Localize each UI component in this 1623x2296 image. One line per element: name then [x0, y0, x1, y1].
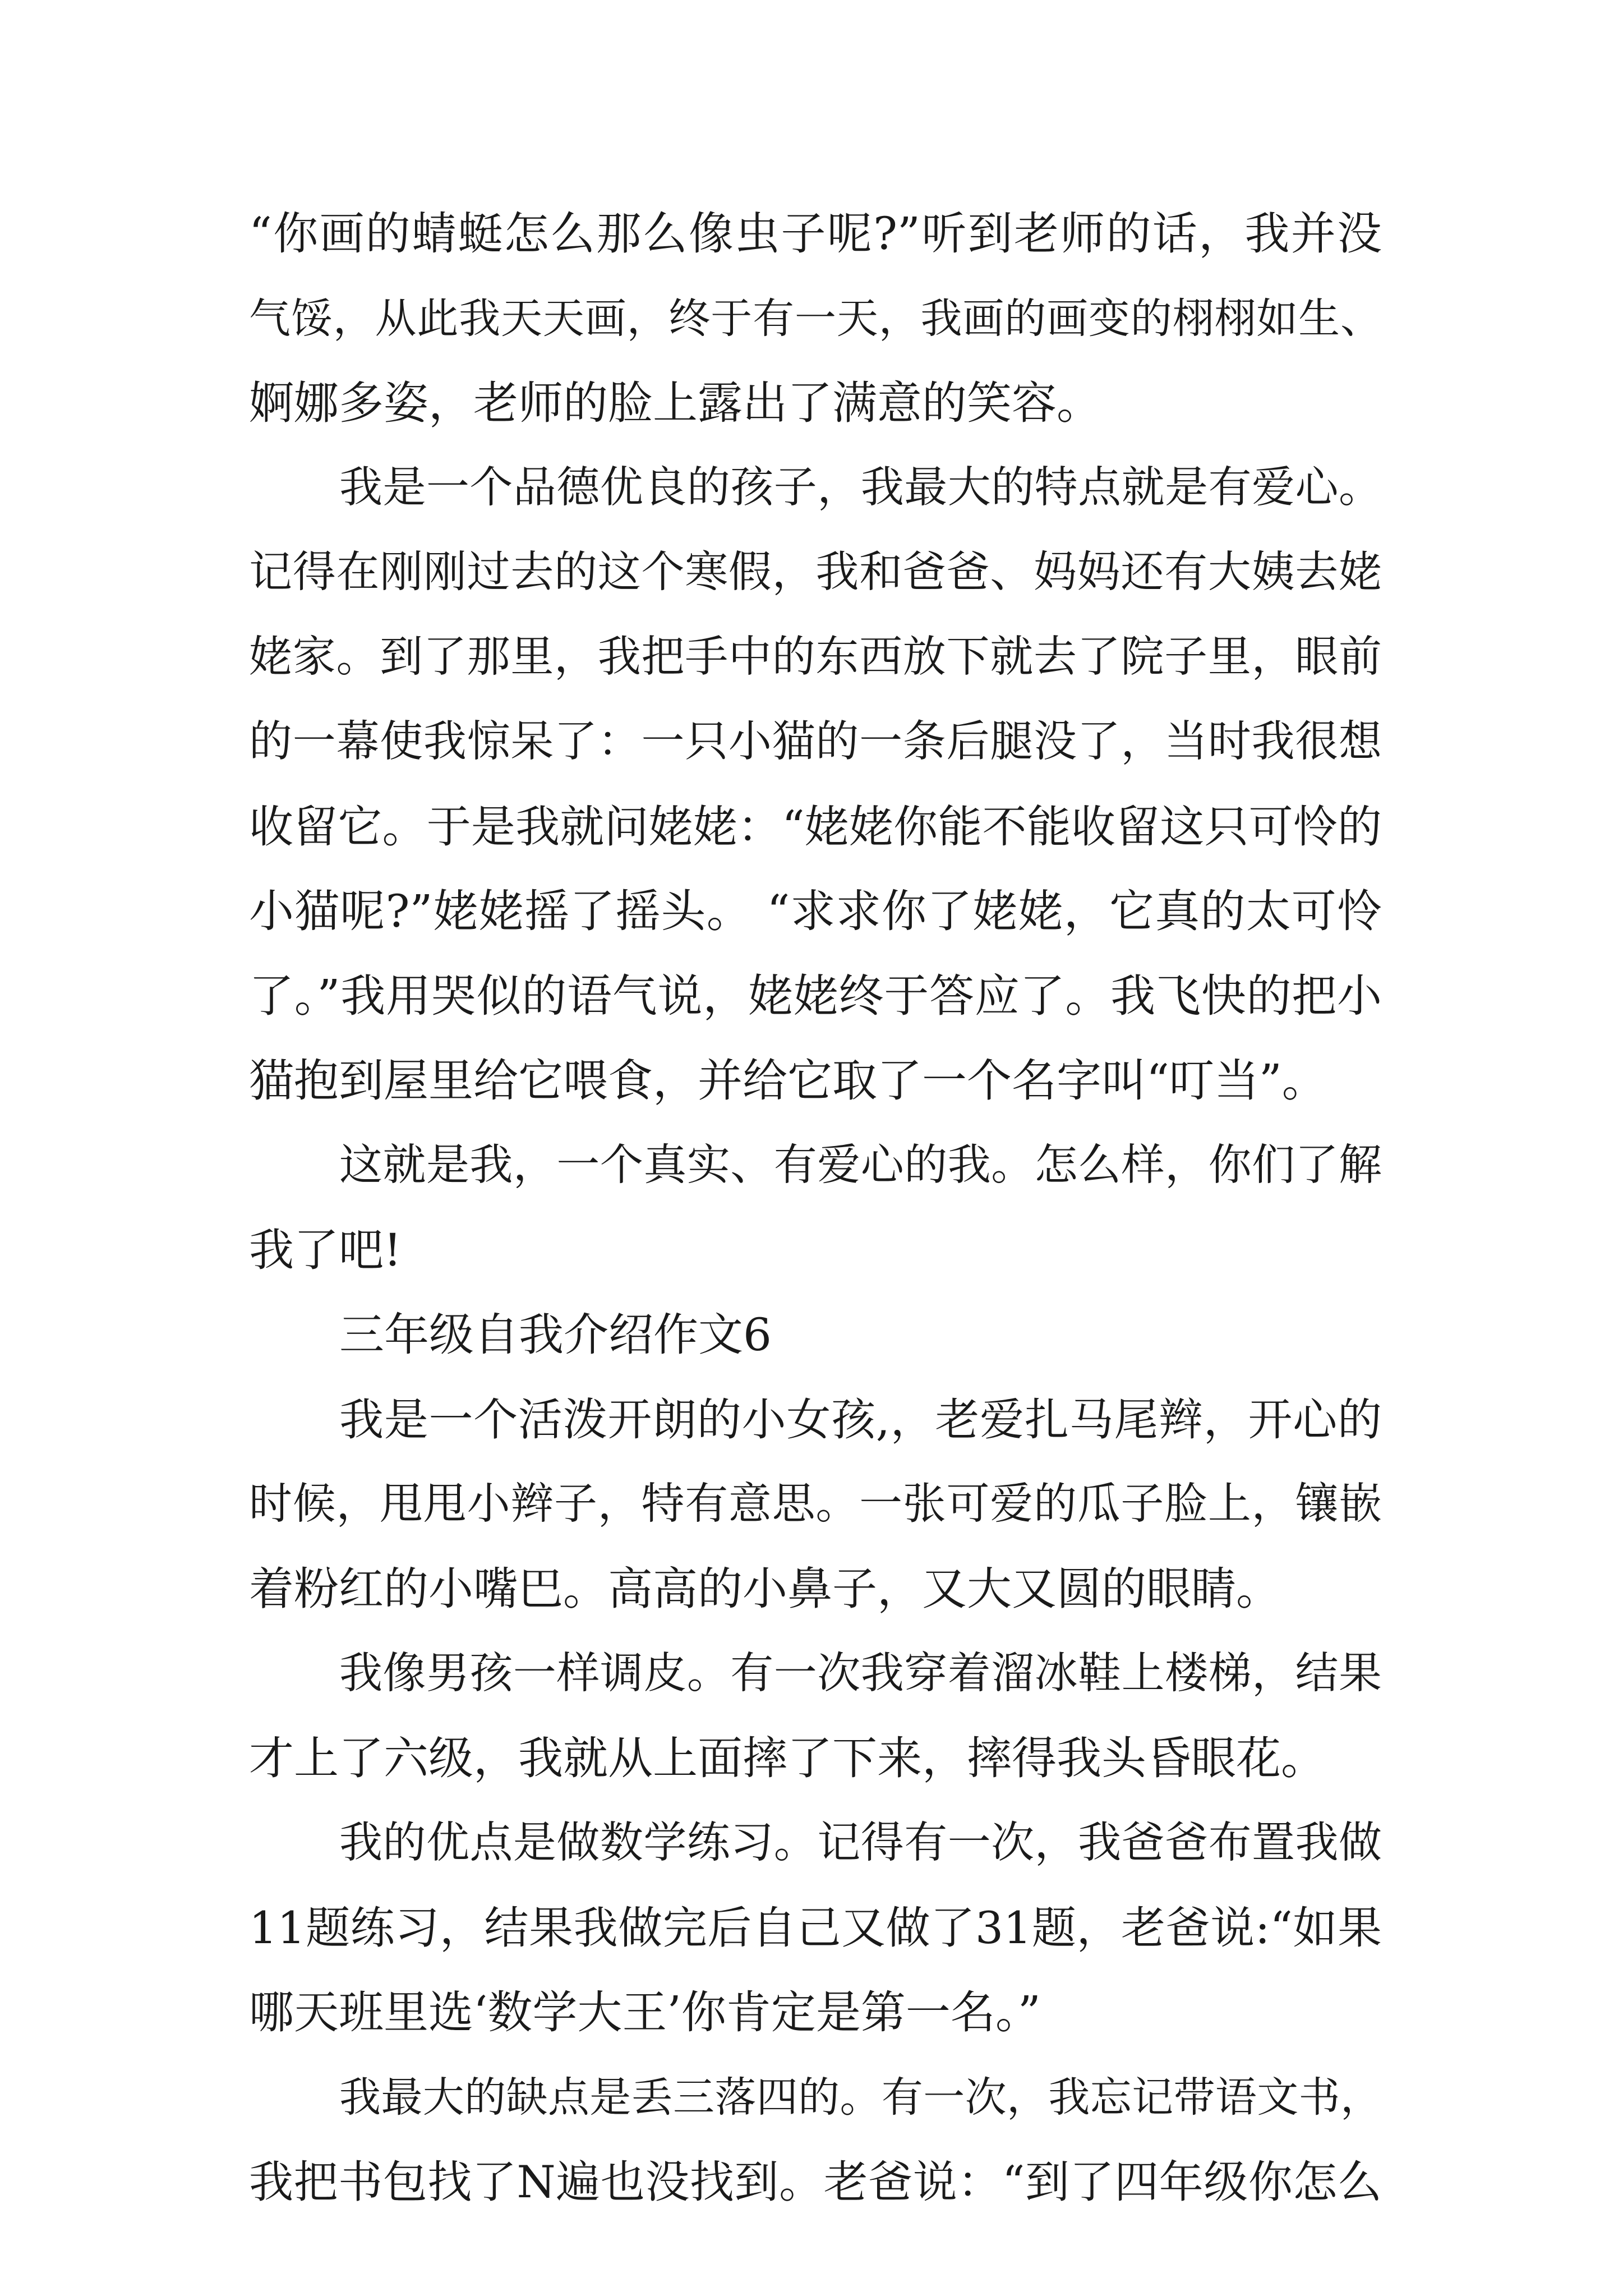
text-line: 气馁，从此我天天画，终于有一天，我画的画变的栩栩如生、 [249, 295, 1382, 343]
text-line: 我的优点是做数学练习。记得有一次，我爸爸布置我做 [339, 1818, 1382, 1868]
text-line: 时候，甩甩小辫子，特有意思。一张可爱的瓜子脸上，镶嵌 [249, 1479, 1382, 1529]
text-line: 11题练习，结果我做完后自己又做了31题，老爸说:“如果 [249, 1902, 1382, 1954]
text-line: 了。”我用哭似的语气说，姥姥终于答应了。我飞快的把小 [249, 970, 1382, 1022]
text-line: “你画的蜻蜓怎么那么像虫子呢?”听到老师的话，我并没 [249, 208, 1382, 260]
text-line: 我是一个品德优良的孩子，我最大的特点就是有爱心。 [339, 463, 1382, 513]
text-line: 收留它。于是我就问姥姥：“姥姥你能不能收留这只可怜的 [249, 801, 1382, 853]
text-line: 小猫呢?”姥姥摇了摇头。 “求求你了姥姥，它真的太可怜 [249, 885, 1382, 937]
text-line: 才上了六级，我就从上面摔了下来，摔得我头昏眼花。 [249, 1732, 1326, 1784]
text-line: 记得在刚刚过去的这个寒假，我和爸爸、妈妈还有大姨去姥 [249, 547, 1382, 597]
text-line: 姥家。到了那里，我把手中的东西放下就去了院子里，眼前 [249, 632, 1382, 682]
section-heading: 三年级自我介绍作文6 [339, 1309, 772, 1361]
text-line: 的一幕使我惊呆了：一只小猫的一条后腿没了，当时我很想 [249, 717, 1382, 767]
text-line: 这就是我，一个真实、有爱心的我。怎么样，你们了解 [339, 1140, 1382, 1190]
text-line: 猫抱到屋里给它喂食，并给它取了一个名字叫“叮当”。 [249, 1055, 1327, 1107]
text-line: 哪天班里选‘数学大王’你肯定是第一名。” [249, 1986, 1041, 2039]
text-line: 我是一个活泼开朗的小女孩,，老爱扎马尾辫，开心的 [339, 1394, 1382, 1446]
text-line: 我了吧! [249, 1224, 402, 1276]
text-line: 婀娜多姿，老师的脸上露出了满意的笑容。 [249, 377, 1101, 429]
text-line: 着粉红的小嘴巴。高高的小鼻子，又大又圆的眼睛。 [249, 1563, 1281, 1615]
text-line: 我把书包找了N遍也没找到。老爸说：“到了四年级你怎么 [249, 2156, 1382, 2208]
text-line: 我最大的缺点是丢三落四的。有一次，我忘记带语文书， [339, 2073, 1382, 2122]
text-line: 我像男孩一样调皮。有一次我穿着溜冰鞋上楼梯，结果 [339, 1649, 1382, 1699]
